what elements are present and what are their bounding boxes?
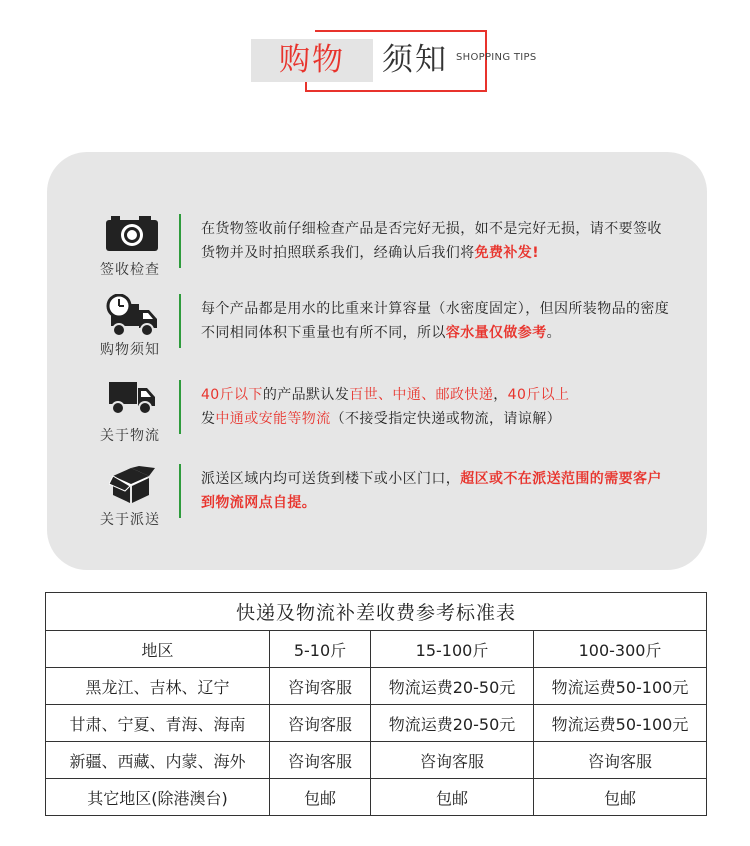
green-divider [179, 380, 181, 434]
notice-label: 购物须知 [100, 342, 160, 358]
notice-delivery [47, 464, 707, 534]
header-title-part1: 购物 [279, 42, 345, 78]
table-cell: 包邮 [371, 779, 534, 816]
table-header-row [46, 631, 707, 668]
table-cell: 咨询客服 [270, 705, 371, 742]
notice-label: 关于物流 [100, 428, 160, 444]
column-header: 15-100斤 [371, 631, 534, 668]
table-cell: 咨询客服 [270, 668, 371, 705]
notice-panel [47, 152, 707, 570]
notice-logistics [47, 380, 707, 450]
table-cell: 包邮 [534, 779, 707, 816]
header-subtitle: SHOPPING TIPS [456, 52, 537, 63]
table-row [46, 668, 707, 705]
table-cell: 其它地区(除港澳台) [46, 779, 270, 816]
table-row [46, 742, 707, 779]
shopping-tips-header [0, 0, 750, 110]
notice-text: 40斤以下的产品默认发百世、中通、邮政快递，40斤以上 发中通或安能等物流（不接受指定快递或物流，请谅解） [201, 387, 570, 427]
table-cell: 物流运费20-50元 [371, 668, 534, 705]
table-row [46, 705, 707, 742]
header-title-part2: 须知 [382, 42, 448, 78]
notice-inspection [47, 214, 707, 284]
clock-truck-icon [97, 294, 167, 338]
table-cell: 物流运费20-50元 [371, 705, 534, 742]
table-cell: 咨询客服 [534, 742, 707, 779]
truck-icon [97, 380, 167, 424]
box-icon [97, 464, 167, 508]
table-cell: 咨询客服 [371, 742, 534, 779]
table-cell: 包邮 [270, 779, 371, 816]
fee-table-title: 快递及物流补差收费参考标准表 [46, 593, 707, 631]
green-divider [179, 464, 181, 518]
column-header: 100-300斤 [534, 631, 707, 668]
notice-text: 每个产品都是用水的比重来计算容量（水密度固定），但因所装物品的密度不同相同体积下重量也有所不同，所以容水量仅做参考。 [201, 301, 670, 341]
green-divider [179, 294, 181, 348]
table-row [46, 779, 707, 816]
table-cell: 咨询客服 [270, 742, 371, 779]
notice-shopping [47, 294, 707, 364]
notice-text: 派送区域内均可送货到楼下或小区门口，超区或不在派送范围的需要客户到物流网点自提。 [201, 471, 662, 511]
camera-icon [97, 214, 167, 258]
table-cell: 物流运费50-100元 [534, 668, 707, 705]
table-cell: 新疆、西藏、内蒙、海外 [46, 742, 270, 779]
table-cell: 物流运费50-100元 [534, 705, 707, 742]
table-cell: 甘肃、宁夏、青海、海南 [46, 705, 270, 742]
table-cell: 黑龙江、吉林、辽宁 [46, 668, 270, 705]
notice-label: 签收检查 [100, 262, 160, 278]
green-divider [179, 214, 181, 268]
column-header: 地区 [46, 631, 270, 668]
notice-text: 在货物签收前仔细检查产品是否完好无损，如不是完好无损，请不要签收货物并及时拍照联系我们，经确认后我们将免费补发! [201, 221, 662, 261]
notice-label: 关于派送 [100, 512, 160, 528]
column-header: 5-10斤 [270, 631, 371, 668]
fee-table [45, 592, 707, 816]
